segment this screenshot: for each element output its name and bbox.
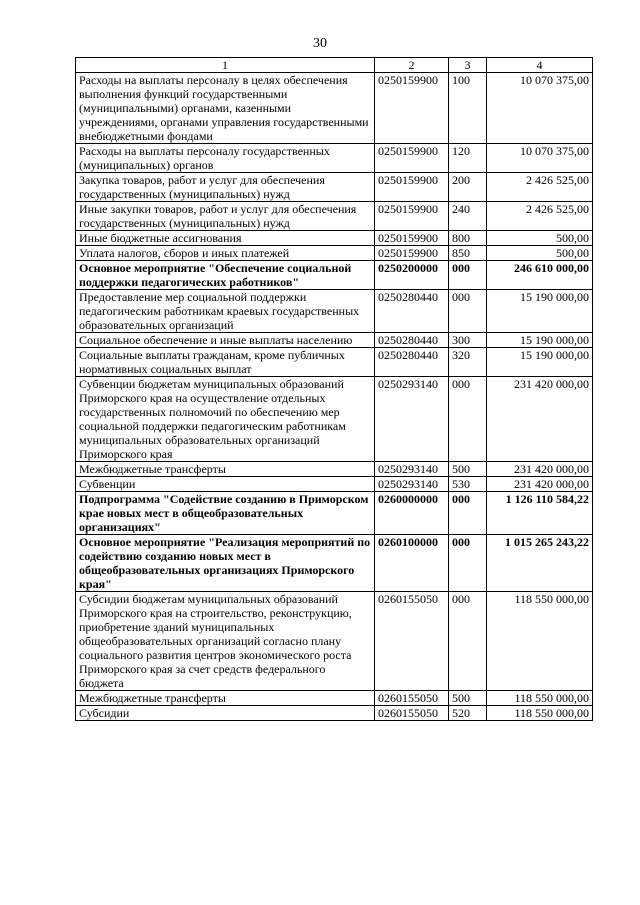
row-name-cell: Субсидии бюджетам муниципальных образований Приморского края на строительство, реконструкцию, приобретение зданий муниципальных общеобразовательных организаций согласно плану социального развития центров экономического роста Приморского края за счет средств федерального бюджета xyxy=(76,592,375,691)
row-code-cell: 0260000000 xyxy=(375,492,449,535)
row-code-cell: 0260155050 xyxy=(375,592,449,691)
row-amount-cell: 500,00 xyxy=(487,246,593,261)
row-type-cell: 000 xyxy=(449,290,487,333)
row-code-cell: 0260100000 xyxy=(375,535,449,592)
row-code-cell: 0250159900 xyxy=(375,246,449,261)
table-row xyxy=(76,73,593,144)
row-type-cell: 500 xyxy=(449,462,487,477)
row-amount-cell: 1 015 265 243,22 xyxy=(487,535,593,592)
table-row xyxy=(76,348,593,377)
row-type-cell: 200 xyxy=(449,173,487,202)
row-code-cell: 0250280440 xyxy=(375,348,449,377)
row-code-cell: 0250280440 xyxy=(375,333,449,348)
row-type-cell: 320 xyxy=(449,348,487,377)
table-row xyxy=(76,246,593,261)
row-code-cell: 0250159900 xyxy=(375,144,449,173)
table-row xyxy=(76,333,593,348)
row-name-cell: Подпрограмма "Содействие созданию в Приморском крае новых мест в общеобразовательных организациях" xyxy=(76,492,375,535)
row-name-cell: Расходы на выплаты персоналу государственных (муниципальных) органов xyxy=(76,144,375,173)
row-code-cell: 0250293140 xyxy=(375,462,449,477)
row-type-cell: 500 xyxy=(449,691,487,706)
row-amount-cell: 118 550 000,00 xyxy=(487,706,593,721)
row-type-cell: 520 xyxy=(449,706,487,721)
row-type-cell: 000 xyxy=(449,492,487,535)
row-code-cell: 0250293140 xyxy=(375,477,449,492)
table-row xyxy=(76,535,593,592)
table-row xyxy=(76,231,593,246)
row-name-cell: Субсидии xyxy=(76,706,375,721)
row-type-cell: 000 xyxy=(449,261,487,290)
row-amount-cell: 10 070 375,00 xyxy=(487,144,593,173)
table-row xyxy=(76,173,593,202)
row-type-cell: 850 xyxy=(449,246,487,261)
row-type-cell: 530 xyxy=(449,477,487,492)
row-name-cell: Основное мероприятие "Обеспечение социальной поддержки педагогических работников" xyxy=(76,261,375,290)
row-amount-cell: 15 190 000,00 xyxy=(487,348,593,377)
table-header-row xyxy=(76,58,593,73)
row-name-cell: Социальное обеспечение и иные выплаты населению xyxy=(76,333,375,348)
row-name-cell: Уплата налогов, сборов и иных платежей xyxy=(76,246,375,261)
table-row xyxy=(76,377,593,462)
row-name-cell: Субвенции xyxy=(76,477,375,492)
row-amount-cell: 10 070 375,00 xyxy=(487,73,593,144)
row-type-cell: 120 xyxy=(449,144,487,173)
row-amount-cell: 246 610 000,00 xyxy=(487,261,593,290)
table-row xyxy=(76,706,593,721)
row-type-cell: 300 xyxy=(449,333,487,348)
row-type-cell: 000 xyxy=(449,377,487,462)
row-amount-cell: 231 420 000,00 xyxy=(487,477,593,492)
row-code-cell: 0250159900 xyxy=(375,231,449,246)
row-type-cell: 100 xyxy=(449,73,487,144)
column-header-3: 3 xyxy=(449,58,487,73)
row-name-cell: Расходы на выплаты персоналу в целях обеспечения выполнения функций государственными (муниципальными) органами, казенными учреждениями, органами управления государственными внебюджетными фондами xyxy=(76,73,375,144)
table-row xyxy=(76,691,593,706)
row-amount-cell: 118 550 000,00 xyxy=(487,691,593,706)
row-amount-cell: 231 420 000,00 xyxy=(487,377,593,462)
row-code-cell: 0250280440 xyxy=(375,290,449,333)
row-name-cell: Субвенции бюджетам муниципальных образований Приморского края на осуществление отдельных государственных полномочий по обеспечению мер социальной поддержки педагогическим работникам муниципальных образовательных организаций Приморского края xyxy=(76,377,375,462)
row-amount-cell: 500,00 xyxy=(487,231,593,246)
row-name-cell: Иные бюджетные ассигнования xyxy=(76,231,375,246)
row-type-cell: 800 xyxy=(449,231,487,246)
row-amount-cell: 2 426 525,00 xyxy=(487,173,593,202)
row-type-cell: 240 xyxy=(449,202,487,231)
column-header-2: 2 xyxy=(375,58,449,73)
row-amount-cell: 15 190 000,00 xyxy=(487,333,593,348)
row-name-cell: Предоставление мер социальной поддержки педагогическим работникам краевых государственных образовательных организаций xyxy=(76,290,375,333)
column-header-1: 1 xyxy=(76,58,375,73)
table-row xyxy=(76,492,593,535)
row-code-cell: 0260155050 xyxy=(375,706,449,721)
row-code-cell: 0250159900 xyxy=(375,73,449,144)
page-number: 30 xyxy=(313,36,327,51)
row-code-cell: 0250200000 xyxy=(375,261,449,290)
table-row xyxy=(76,477,593,492)
row-type-cell: 000 xyxy=(449,535,487,592)
table-row xyxy=(76,202,593,231)
row-code-cell: 0250159900 xyxy=(375,202,449,231)
table-row xyxy=(76,290,593,333)
table-row xyxy=(76,261,593,290)
row-amount-cell: 15 190 000,00 xyxy=(487,290,593,333)
budget-table xyxy=(75,57,593,721)
table-row xyxy=(76,592,593,691)
row-name-cell: Межбюджетные трансферты xyxy=(76,691,375,706)
table-row xyxy=(76,144,593,173)
row-name-cell: Межбюджетные трансферты xyxy=(76,462,375,477)
table-row xyxy=(76,462,593,477)
row-name-cell: Социальные выплаты гражданам, кроме публичных нормативных социальных выплат xyxy=(76,348,375,377)
row-name-cell: Иные закупки товаров, работ и услуг для обеспечения государственных (муниципальных) нужд xyxy=(76,202,375,231)
row-amount-cell: 118 550 000,00 xyxy=(487,592,593,691)
row-code-cell: 0250293140 xyxy=(375,377,449,462)
row-type-cell: 000 xyxy=(449,592,487,691)
row-amount-cell: 1 126 110 584,22 xyxy=(487,492,593,535)
row-amount-cell: 231 420 000,00 xyxy=(487,462,593,477)
row-name-cell: Закупка товаров, работ и услуг для обеспечения государственных (муниципальных) нужд xyxy=(76,173,375,202)
row-code-cell: 0250159900 xyxy=(375,173,449,202)
column-header-4: 4 xyxy=(487,58,593,73)
row-amount-cell: 2 426 525,00 xyxy=(487,202,593,231)
row-name-cell: Основное мероприятие "Реализация мероприятий по содействию созданию новых мест в общеобразовательных организациях Приморского края" xyxy=(76,535,375,592)
budget-table-body xyxy=(76,58,593,721)
row-code-cell: 0260155050 xyxy=(375,691,449,706)
